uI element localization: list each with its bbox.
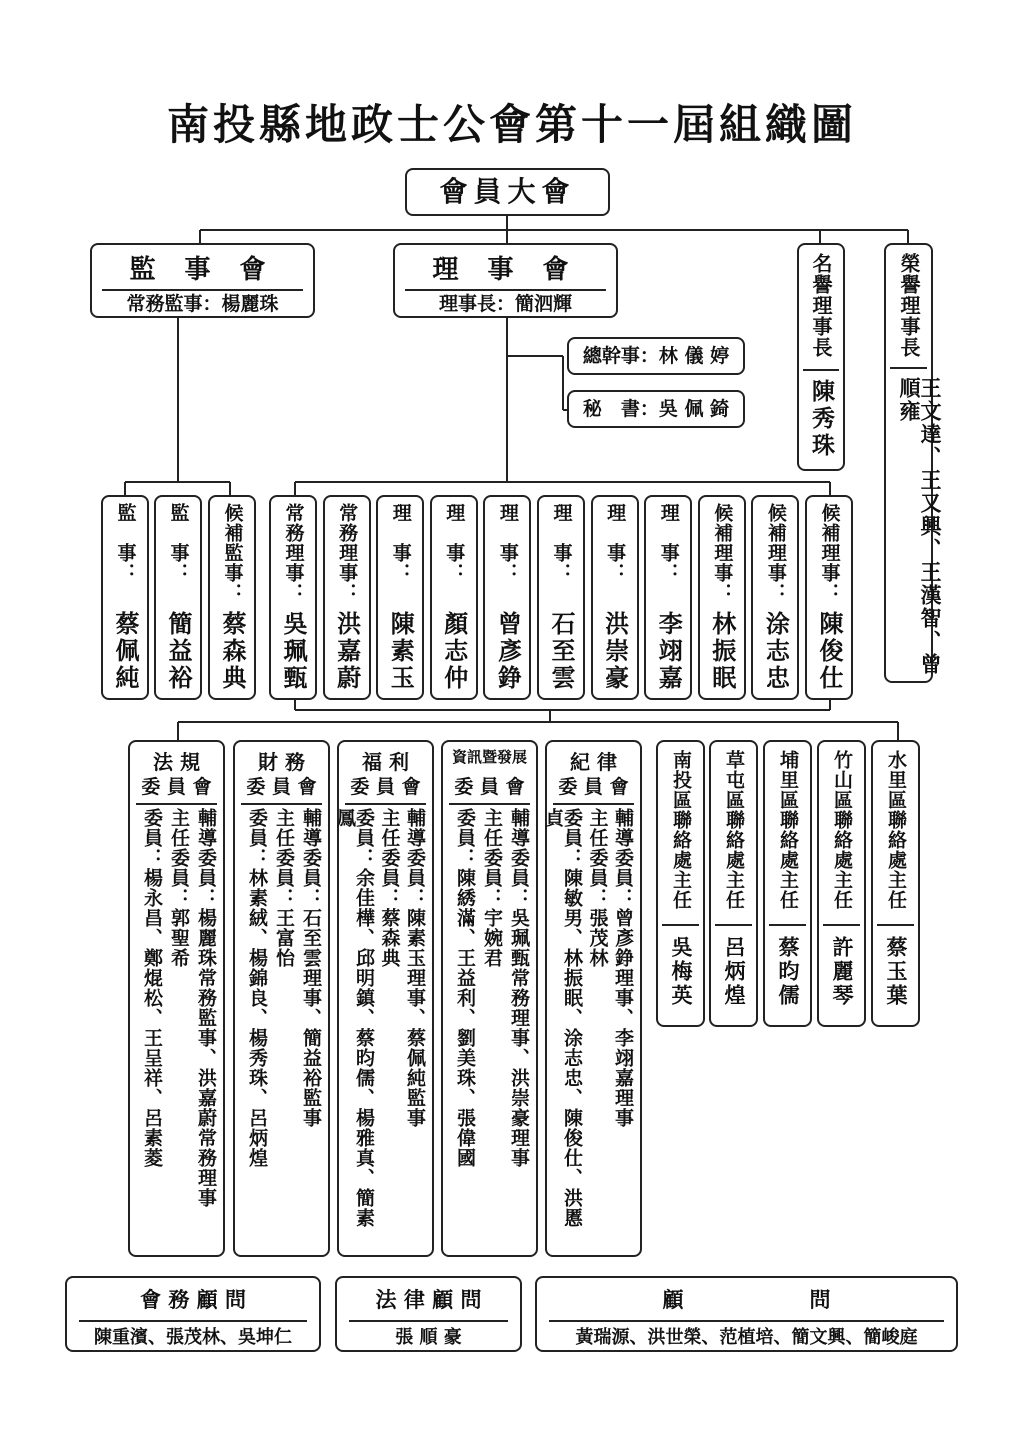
- committee-members: [334, 808, 426, 1247]
- emeritus-director-label: 榮譽理事長: [897, 253, 921, 358]
- committee-box-3: [334, 740, 434, 1257]
- director-2-box: [323, 495, 371, 700]
- director-4-title: 理 事：: [443, 503, 466, 583]
- committee-name: 紀 律: [570, 750, 617, 774]
- board-of-directors-name: 理 事 會: [405, 249, 606, 291]
- committee-members: [243, 808, 320, 1247]
- honorary-director-label: 名譽理事長: [809, 253, 833, 358]
- committee-box-2: [233, 740, 330, 1257]
- director-11-title: 候補理事：: [818, 503, 841, 603]
- advisor-names-general: 黃瑞源、洪世榮、范植培、簡文興、簡峻庭: [575, 1327, 918, 1348]
- committee-line: 輔導委員：陳素玉理事、蔡佩純監事: [404, 808, 426, 1128]
- committee-suffix: 委 員 會: [449, 772, 530, 805]
- committee-box-5: [542, 740, 642, 1257]
- director-4-name: 顏志仲: [439, 611, 468, 692]
- supervisor-1-title: 監 事：: [114, 503, 137, 583]
- advisor-title-affairs: 會 務 顧 問: [79, 1284, 307, 1322]
- supervisory-board-name: 監 事 會: [102, 249, 303, 291]
- committee-line: 主任委員：蔡森典: [378, 808, 401, 968]
- liaison-office-name: 蔡玉葉: [884, 936, 908, 1008]
- committee-box-4: [441, 740, 538, 1257]
- emeritus-director-box: [884, 243, 942, 683]
- director-10-title: 候補理事：: [764, 503, 787, 603]
- liaison-divider: [877, 924, 914, 926]
- committee-suffix: 委 員 會: [345, 772, 426, 805]
- director-9-title: 候補理事：: [711, 503, 734, 603]
- liaison-office-title: 埔里區聯絡處主任: [777, 750, 799, 910]
- liaison-office-name: 蔡昀儒: [776, 936, 800, 1008]
- director-1-title: 常務理事：: [282, 503, 305, 603]
- committee-members: [451, 808, 528, 1247]
- secretary-box: [567, 390, 745, 428]
- director-3-name: 陳素玉: [386, 611, 415, 692]
- board-of-directors-box: [393, 243, 618, 318]
- liaison-office-box-4: [817, 740, 866, 1027]
- committee-members: [542, 808, 634, 1247]
- director-6-name: 石至雲: [547, 611, 575, 692]
- supervisor-1-box: [101, 495, 149, 700]
- board-chairman: 理事長：簡泗輝: [438, 293, 572, 315]
- committee-name: 法 規: [153, 750, 200, 774]
- liaison-office-box-2: [709, 740, 758, 1027]
- director-3-title: 理 事：: [389, 503, 412, 583]
- liaison-office-title: 草屯區聯絡處主任: [723, 750, 745, 910]
- page-title: 南投縣地政士公會第十一屆組織圖: [166, 100, 857, 149]
- secretary: 秘 書：吳 佩 錡: [582, 398, 730, 420]
- committee-name: 資訊暨發展: [451, 748, 527, 766]
- committee-line: 委員：林素絨、楊錦良、楊秀珠、呂炳煌: [246, 808, 268, 1168]
- advisor-names-affairs: 陳重濱、張茂林、吳坤仁: [94, 1327, 292, 1348]
- committee-line: 輔導委員：曾彥錚理事、李翊嘉理事: [612, 808, 634, 1128]
- advisor-title-general: 顧 問: [549, 1284, 944, 1322]
- committee-line: 輔導委員：楊麗珠常務監事、洪嘉蔚常務理事: [195, 808, 217, 1208]
- committee-box-1: [128, 740, 225, 1257]
- committee-line: 主任委員：張茂林: [586, 808, 609, 968]
- liaison-office-box-3: [763, 740, 812, 1027]
- advisor-box-general: [535, 1276, 958, 1352]
- director-3-box: [376, 495, 424, 700]
- general-assembly-box: [405, 168, 610, 216]
- supervisor-3-box: [208, 495, 256, 700]
- director-5-title: 理 事：: [496, 503, 519, 583]
- director-9-box: [698, 495, 746, 700]
- director-10-name: 涂志忠: [761, 611, 790, 692]
- liaison-office-box-5: [871, 740, 920, 1027]
- supervisor-3-title: 候補監事：: [221, 503, 244, 603]
- committee-suffix: 委 員 會: [136, 772, 217, 805]
- director-7-name: 洪崇豪: [600, 611, 629, 692]
- supervisor-2-title: 監 事：: [167, 503, 190, 583]
- honorary-director-box: [797, 243, 845, 471]
- committee-line: 主任委員：宇婉君: [481, 808, 503, 968]
- director-9-name: 林振眠: [707, 611, 736, 692]
- committee-line: 委員：陳敏男、林振眠、涂志忠、陳俊仕、洪慝貞: [542, 808, 583, 1228]
- supervisor-3-name: 蔡森典: [218, 611, 246, 692]
- liaison-divider: [715, 924, 752, 926]
- director-5-box: [483, 495, 531, 700]
- director-7-title: 理 事：: [604, 503, 627, 583]
- director-6-box: [537, 495, 585, 700]
- director-10-box: [751, 495, 799, 700]
- supervisor-2-name: 簡益裕: [164, 611, 192, 692]
- committee-line: 委員：余佳樺、邱明鎮、蔡昀儒、楊雅真、簡素鳳: [334, 808, 375, 1228]
- supervisory-board-leader: 常務監事：楊麗珠: [126, 293, 279, 315]
- supervisor-2-box: [154, 495, 202, 700]
- liaison-divider: [769, 924, 806, 926]
- committee-line: 輔導委員：吳珮甄常務理事、洪崇豪理事: [508, 808, 530, 1168]
- director-2-name: 洪嘉蔚: [332, 611, 361, 692]
- secretary-general-box: [567, 337, 745, 375]
- director-8-box: [644, 495, 692, 700]
- committee-members: [138, 808, 215, 1247]
- liaison-office-name: 呂炳煌: [722, 936, 746, 1008]
- supervisory-board-box: [90, 243, 315, 318]
- honorary-director-name: 陳秀珠: [808, 379, 834, 460]
- director-7-box: [591, 495, 639, 700]
- general-assembly-label: 會員大會: [439, 175, 576, 208]
- director-1-box: [269, 495, 317, 700]
- advisor-names-legal: 張 順 豪: [395, 1327, 462, 1348]
- secretary-general: 總幹事：林 儀 婷: [582, 345, 730, 367]
- director-6-title: 理 事：: [550, 503, 573, 583]
- director-2-title: 常務理事：: [336, 503, 359, 603]
- liaison-office-box-1: [656, 740, 705, 1027]
- committee-suffix: 委 員 會: [553, 772, 634, 805]
- director-11-box: [805, 495, 853, 700]
- committee-suffix: 委 員 會: [241, 772, 322, 805]
- committee-name: 福 利: [362, 750, 409, 774]
- director-5-name: 曾彥錚: [493, 611, 522, 692]
- liaison-divider: [823, 924, 860, 926]
- committee-line: 委員：陳綉滿、王益利、劉美珠、張偉國: [454, 808, 476, 1168]
- liaison-office-title: 南投區聯絡處主任: [670, 750, 692, 910]
- committee-line: 主任委員：王富怡: [273, 808, 295, 968]
- committee-line: 輔導委員：石至雲理事、簡益裕監事: [300, 808, 322, 1128]
- advisor-box-affairs: [65, 1276, 321, 1352]
- advisor-box-legal: [335, 1276, 522, 1352]
- director-8-name: 李翊嘉: [654, 611, 683, 692]
- liaison-office-title: 竹山區聯絡處主任: [831, 750, 853, 910]
- supervisor-1-name: 蔡佩純: [111, 611, 139, 692]
- advisor-title-legal: 法 律 顧 問: [349, 1284, 508, 1322]
- emeritus-director-names: 王文達、王又興、王漢智、曾順雍: [897, 377, 942, 676]
- director-4-box: [430, 495, 478, 700]
- director-11-name: 陳俊仕: [815, 611, 843, 692]
- liaison-divider: [662, 924, 699, 926]
- liaison-office-title: 水里區聯絡處主任: [885, 750, 907, 910]
- committee-name: 財 務: [258, 750, 305, 774]
- director-1-name: 吳珮甄: [279, 611, 307, 692]
- committee-line: 主任委員：郭聖希: [168, 808, 190, 968]
- director-8-title: 理 事：: [657, 503, 680, 583]
- liaison-office-name: 許麗琴: [830, 936, 854, 1008]
- liaison-office-name: 吳梅英: [669, 936, 693, 1008]
- committee-line: 委員：楊永昌、鄭焜松、王呈祥、呂素菱: [141, 808, 163, 1168]
